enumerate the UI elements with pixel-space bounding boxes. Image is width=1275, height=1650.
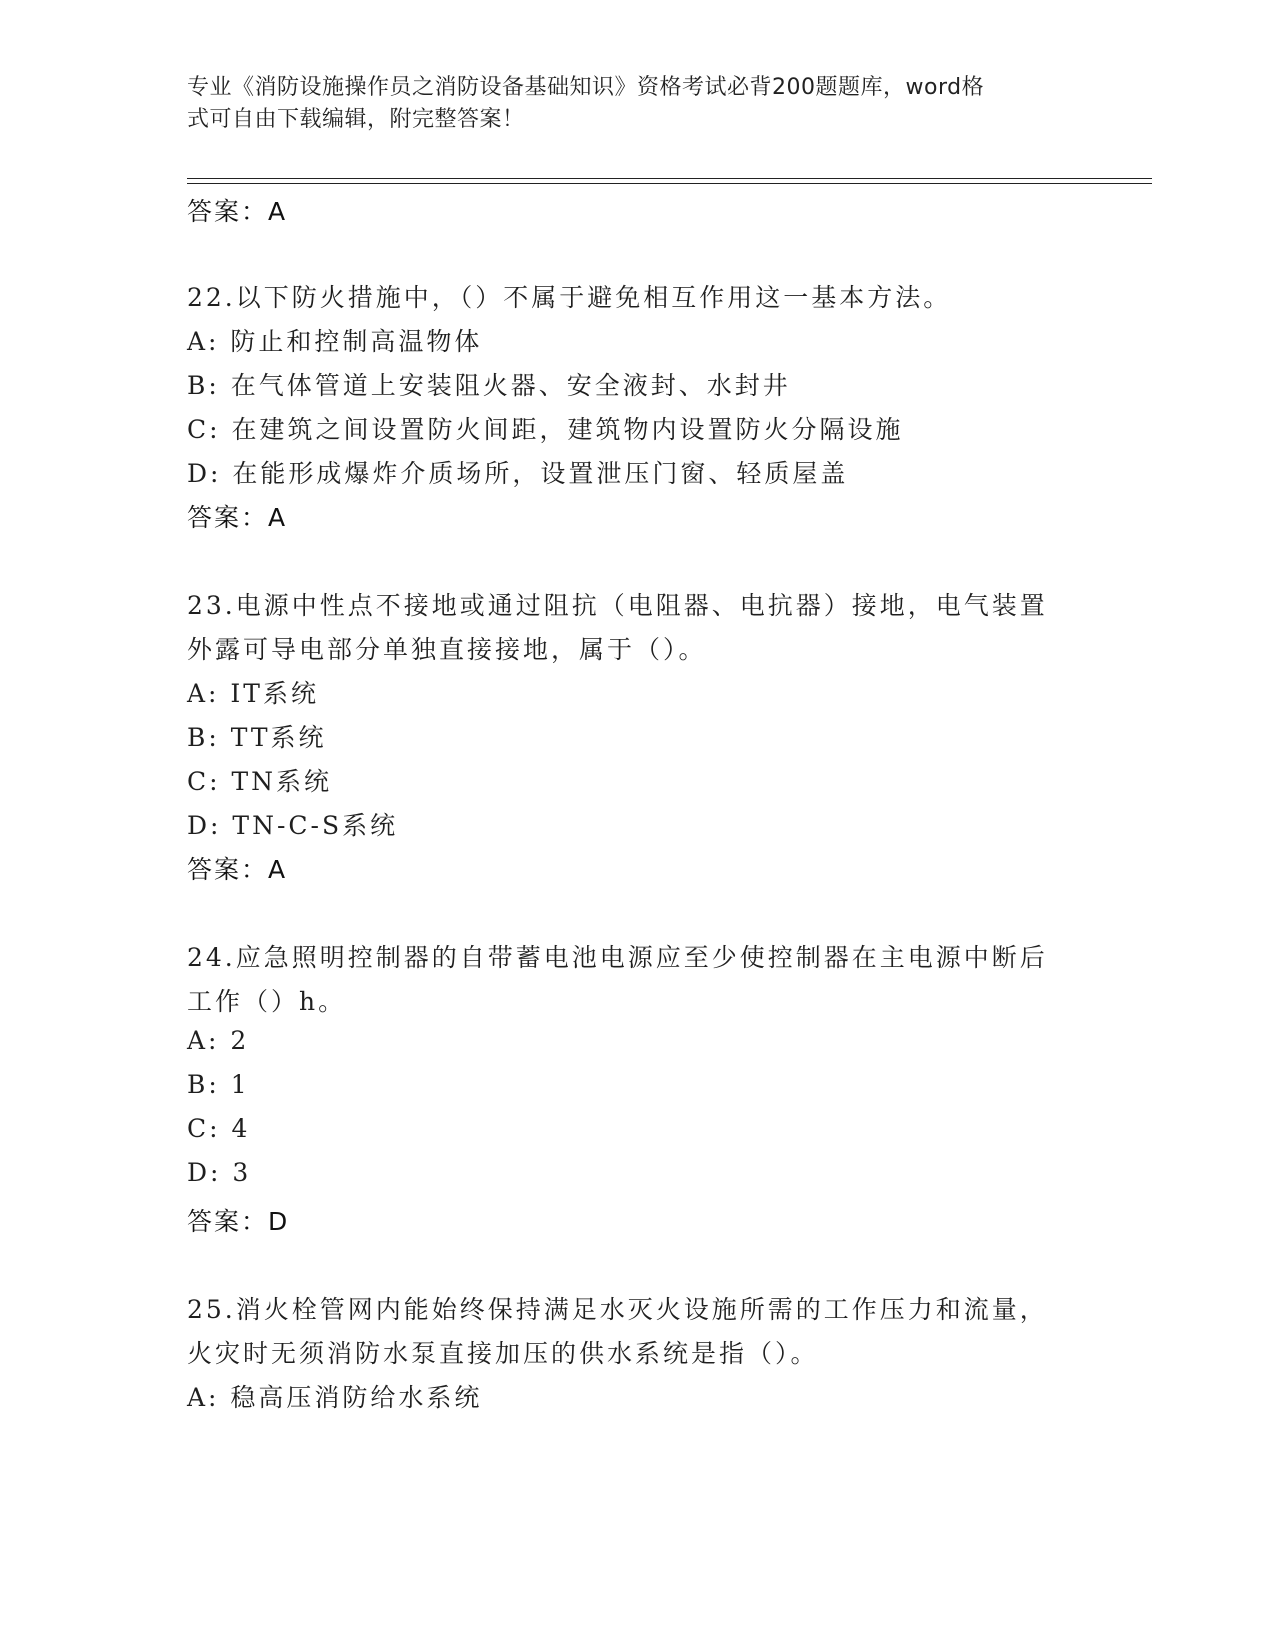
question-stem: 23.电源中性点不接地或通过阻抗（电阻器、电抗器）接地，电气装置 xyxy=(187,591,1048,620)
answer: 答案：A xyxy=(187,503,288,532)
answer: 答案：D xyxy=(187,1207,290,1236)
option-b: B: 在气体管道上安装阻火器、安全液封、水封井 xyxy=(187,371,791,400)
option-c: C: 4 xyxy=(187,1114,251,1143)
option-c: C: TN系统 xyxy=(187,767,333,796)
option-d: D: 在能形成爆炸介质场所，设置泄压门窗、轻质屋盖 xyxy=(187,459,849,488)
header-line-1: 专业《消防设施操作员之消防设备基础知识》资格考试必背200题题库，word格 xyxy=(187,75,985,100)
option-d: D: 3 xyxy=(187,1158,252,1187)
header-rule-bottom xyxy=(187,183,1152,184)
option-a: A: 2 xyxy=(187,1026,250,1055)
previous-answer: 答案：A xyxy=(187,197,288,226)
question-stem-continued: 火灾时无须消防水泵直接加压的供水系统是指（）。 xyxy=(187,1339,819,1368)
option-a: A: 防止和控制高温物体 xyxy=(187,327,483,356)
option-d: D: TN-C-S系统 xyxy=(187,811,399,840)
header-line-2: 式可自由下载编辑，附完整答案！ xyxy=(187,107,525,132)
question-stem-continued: 工作（）h。 xyxy=(187,987,347,1016)
question-stem: 25.消火栓管网内能始终保持满足水灭火设施所需的工作压力和流量， xyxy=(187,1295,1048,1324)
option-b: B: 1 xyxy=(187,1070,250,1099)
answer: 答案：A xyxy=(187,855,288,884)
option-c: C: 在建筑之间设置防火间距，建筑物内设置防火分隔设施 xyxy=(187,415,904,444)
option-a: A: IT系统 xyxy=(187,679,319,708)
header-rule-top xyxy=(187,178,1152,179)
question-stem-continued: 外露可导电部分单独直接接地，属于（）。 xyxy=(187,635,707,664)
question-stem: 24.应急照明控制器的自带蓄电池电源应至少使控制器在主电源中断后 xyxy=(187,943,1048,972)
option-b: B: TT系统 xyxy=(187,723,327,752)
document-header xyxy=(187,72,1087,136)
option-a: A: 稳高压消防给水系统 xyxy=(187,1383,483,1412)
question-stem: 22.以下防火措施中，（）不属于避免相互作用这一基本方法。 xyxy=(187,283,952,312)
